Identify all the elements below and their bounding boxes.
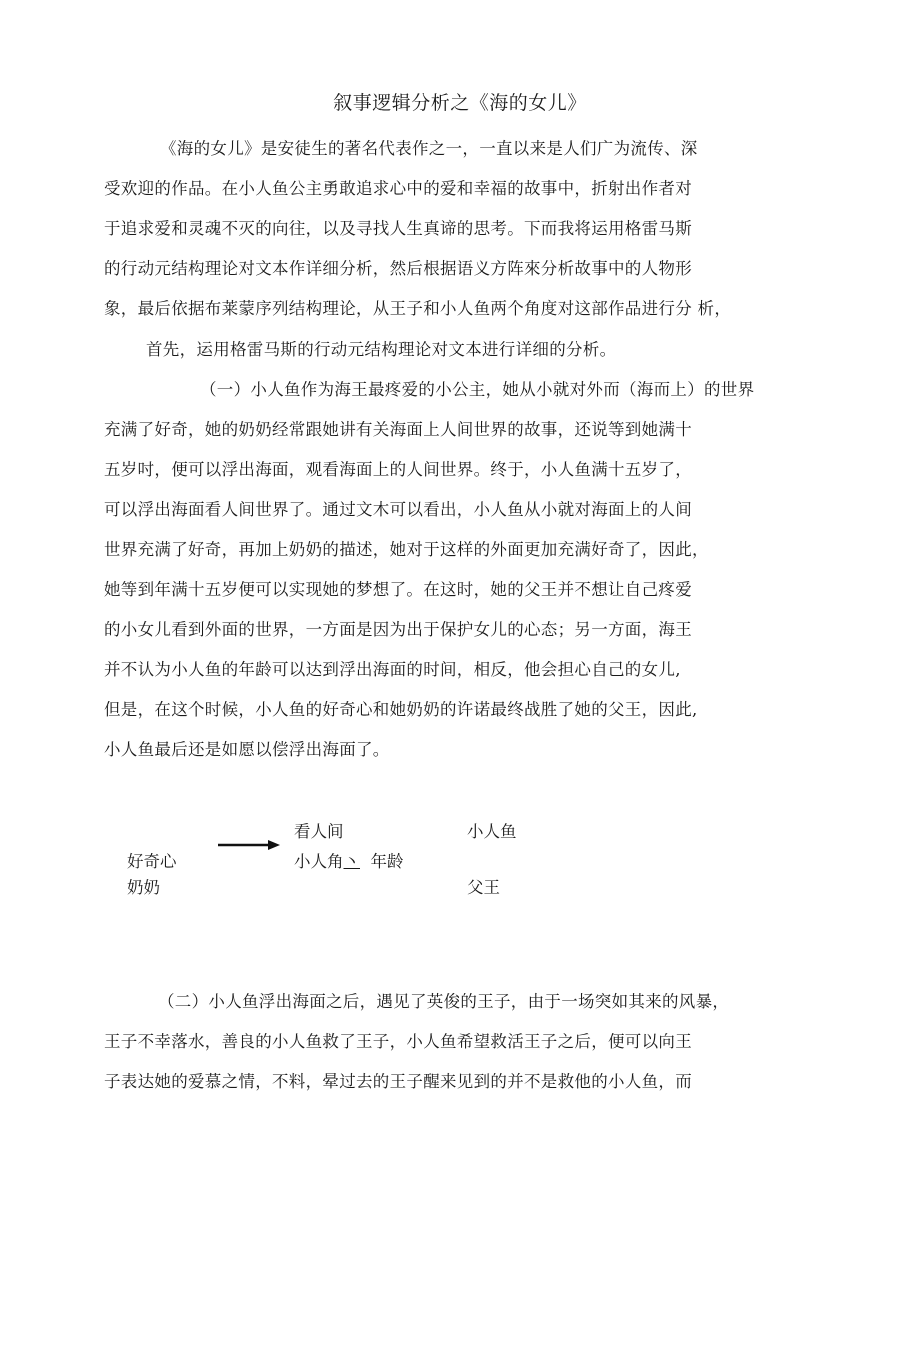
diagram-label-mermaid: 小人角 (294, 852, 344, 871)
document-title: 叙事逻辑分析之《海的女儿》 (333, 92, 587, 114)
diagram-label-curiosity: 好奇心 (127, 852, 177, 871)
paragraph-line: 的行动元结构理论对文本作详细分析，然后根据语义方阵來分析故事中的人物形 (104, 259, 692, 278)
paragraph-line: 的小女儿看到外面的世界，一方面是因为出于保护女儿的心态；另一方面，海王 (104, 620, 692, 639)
right-arrow-icon (218, 838, 280, 852)
diagram-mark: 丶 (343, 852, 360, 871)
paragraph-line: 象，最后依据布莱蒙序列结构理论，从王子和小人鱼两个角度对这部作品进行分 析， (104, 299, 732, 318)
diagram-label-mermaid-age (294, 851, 404, 873)
paragraph-line: 充满了好奇，她的奶奶经常跟她讲有关海面上人间世界的故事，还说等到她满十 (104, 420, 692, 439)
paragraph-line: 首先，运用格雷马斯的行动元结构理论对文本进行详细的分析。 (146, 340, 617, 359)
paragraph-line: 小人鱼最后还是如愿以偿浮出海面了。 (104, 740, 390, 759)
paragraph-line: 五岁吋，便可以浮出海面，观看海面上的人间世界。终于，小人鱼满十五岁了， (104, 460, 692, 479)
diagram-label-grandmother: 奶奶 (127, 878, 160, 897)
diagram-label-age: 年龄 (370, 852, 404, 871)
paragraph-line: （二）小人鱼浮出海面之后，遇见了英俊的王子，由于一场突如其来的风暴， (158, 992, 730, 1011)
paragraph-line: 受欢迎的作品。在小人鱼公主勇敢追求心中的爱和幸福的故事中，折射出作者对 (104, 179, 692, 198)
paragraph-line: 世界充满了好奇，再加上奶奶的描述，她对于这样的外面更加充满好奇了，因此， (104, 540, 709, 559)
paragraph-line: 于追求爱和灵魂不灭的向往，以及寻找人生真谛的思考。下而我将运用格雷马斯 (104, 219, 692, 238)
paragraph-line: 可以浮出海面看人间世界了。通过文木可以看出，小人鱼从小就对海面上的人间 (104, 500, 692, 519)
diagram-label-little-mermaid: 小人鱼 (467, 822, 517, 841)
diagram-label-see-world: 看人间 (294, 822, 344, 841)
paragraph-line: 但是，在这个时候，小人鱼的好奇心和她奶奶的许诺最终战胜了她的父王，因此, (104, 700, 698, 719)
paragraph-line: （一）小人鱼作为海王最疼爱的小公主，她从小就对外而（海而上）的世界 (200, 380, 755, 399)
diagram-label-father-king: 父王 (467, 878, 500, 897)
paragraph-line: 王子不幸落水，善良的小人鱼救了王子，小人鱼希望救活王子之后，便可以向王 (104, 1032, 692, 1051)
paragraph-line: 并不认为小人鱼的年龄可以达到浮出海面的时间，相反，他会担心自己的女儿, (104, 660, 681, 679)
paragraph-line: 她等到年满十五岁便可以实现她的梦想了。在这时，她的父王并不想让自己疼爱 (104, 580, 692, 599)
paragraph-line: 《海的女儿》是安徒生的著名代表作之一，一直以来是人们广为流传、深 (160, 139, 698, 158)
paragraph-line: 子表达她的爱慕之情，不料，晕过去的王子醒来见到的并不是救他的小人鱼，而 (104, 1072, 692, 1091)
